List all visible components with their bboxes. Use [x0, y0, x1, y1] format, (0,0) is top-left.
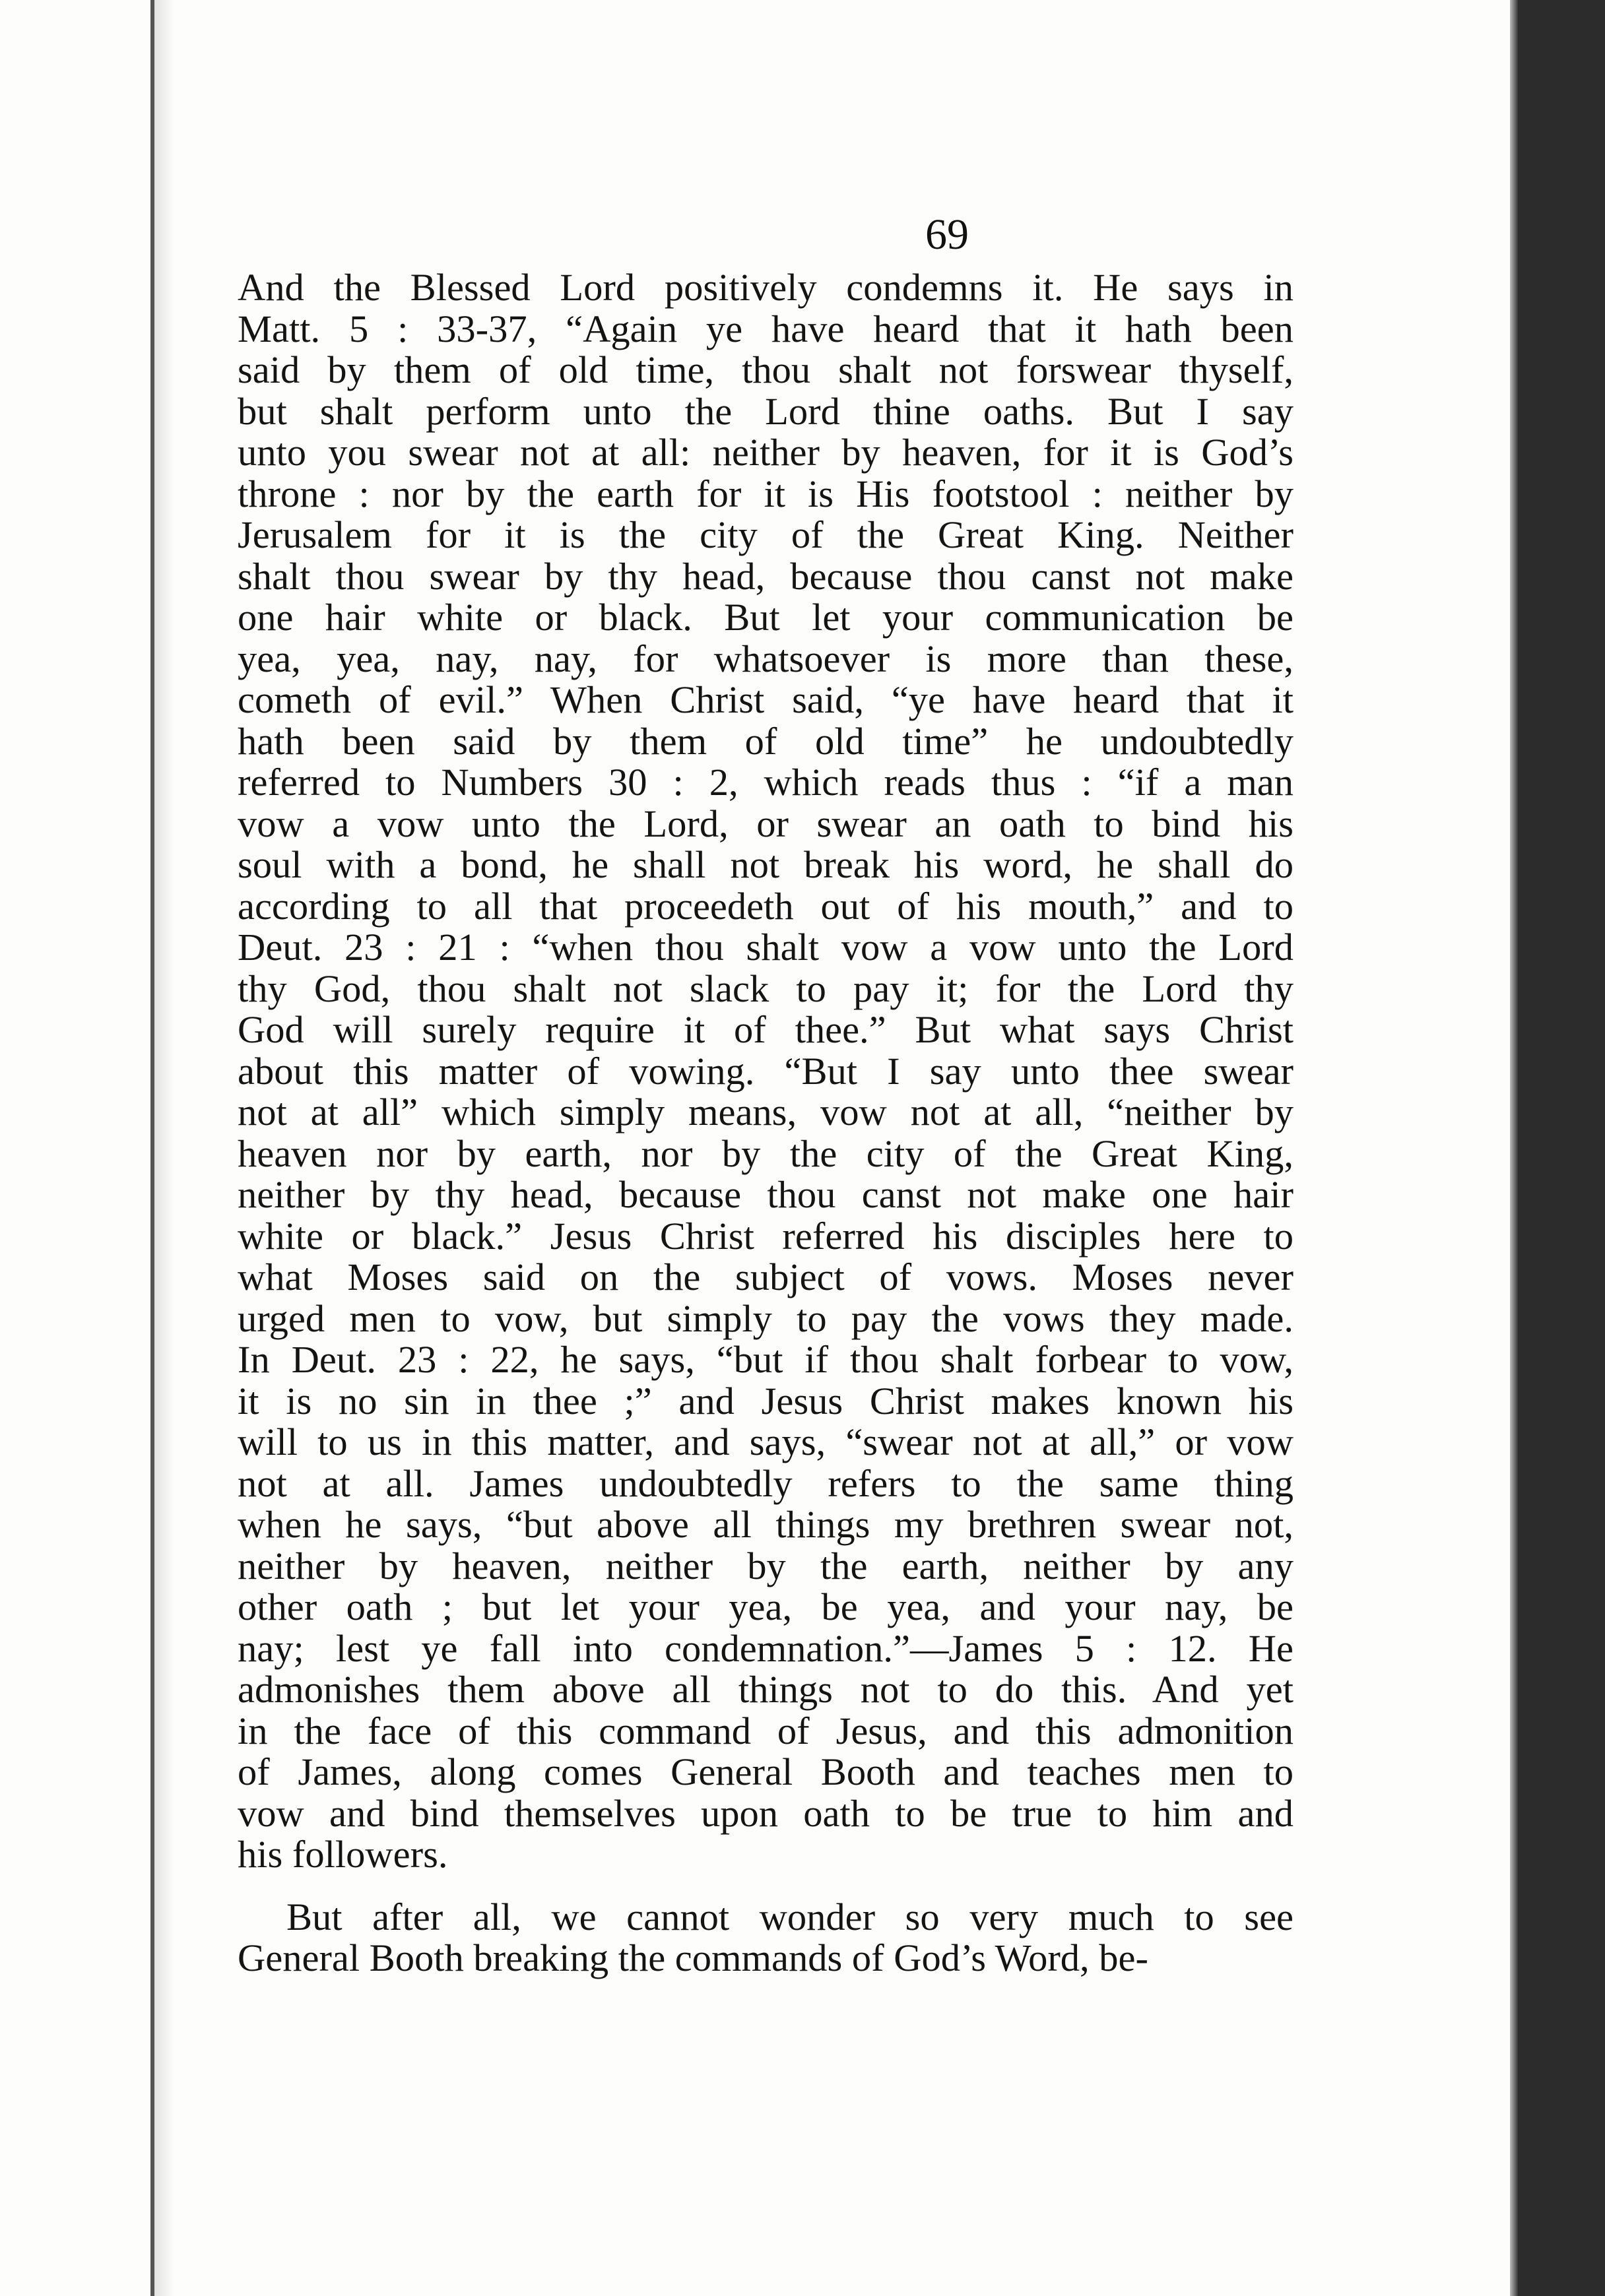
text-line: his followers. [238, 1833, 448, 1876]
spine-shadow [154, 0, 174, 2296]
text-line: one hair white or black. But let your communication be [238, 596, 1294, 639]
text-line: referred to Numbers 30 : 2, which reads thus : “if a man [238, 761, 1294, 804]
text-line: other oath ; but let your yea, be yea, and your nay, be [238, 1585, 1294, 1628]
text-line: but shalt perform unto the Lord thine oaths. But I say [238, 389, 1294, 433]
text-line: Deut. 23 : 21 : “when thou shalt vow a vow unto the Lord [238, 926, 1294, 969]
paragraph [238, 1897, 1294, 1979]
text-line: throne : nor by the earth for it is His footstool : neither by [238, 472, 1294, 515]
text-line: hath been said by them of old time” he undoubtedly [238, 719, 1294, 763]
text-line: soul with a bond, he shall not break his word, he shall do [238, 843, 1294, 886]
text-line: Matt. 5 : 33-37, “Again ye have heard that it hath been [238, 307, 1294, 350]
text-line: God will surely require it of thee.” But what says Christ [238, 1008, 1294, 1051]
paragraph [238, 267, 1294, 1876]
text-line: will to us in this matter, and says, “swear not at all,” or vow [238, 1420, 1294, 1463]
text-line: unto you swear not at all: neither by heaven, for it is God’s [238, 431, 1294, 474]
text-line: nay; lest ye fall into condemnation.”—James 5 : 12. He [238, 1626, 1294, 1670]
text-line: it is no sin in thee ;” and Jesus Christ makes known his [238, 1379, 1294, 1422]
text-line: vow and bind themselves upon oath to be true to him and [238, 1791, 1294, 1835]
text-line: yea, yea, nay, nay, for whatsoever is more than these, [238, 637, 1294, 680]
text-line: said by them of old time, thou shalt not forswear thyself, [238, 348, 1294, 391]
text-line: not at all” which simply means, vow not at all, “neither by [238, 1091, 1294, 1133]
text-line: neither by heaven, neither by the earth, neither by any [238, 1544, 1294, 1587]
text-line: vow a vow unto the Lord, or swear an oath to bind his [238, 802, 1294, 845]
text-line: neither by thy head, because thou canst not make one hair [238, 1173, 1294, 1216]
text-line: white or black.” Jesus Christ referred his disciples here to [238, 1214, 1294, 1258]
page-number: 69 [925, 210, 969, 259]
text-line: thy God, thou shalt not slack to pay it; for the Lord thy [238, 967, 1294, 1010]
text-line: urged men to vow, but simply to pay the vows they made. [238, 1296, 1294, 1340]
text-line: And the Blessed Lord positively condemns it. He says in [238, 266, 1294, 309]
text-line: But after all, we cannot wonder so very much to see [286, 1895, 1294, 1938]
text-line: cometh of evil.” When Christ said, “ye have heard that it [238, 678, 1294, 721]
text-line: when he says, “but above all things my brethren swear not, [238, 1503, 1294, 1546]
text-line: about this matter of vowing. “But I say unto thee swear [238, 1049, 1294, 1093]
text-line: Jerusalem for it is the city of the Great King. Neither [238, 513, 1294, 556]
paragraph-gap [238, 1876, 1294, 1897]
text-line: what Moses said on the subject of vows. Moses never [238, 1256, 1294, 1298]
page-edge [1510, 0, 1518, 2296]
body-text [238, 267, 1294, 1979]
text-line: In Deut. 23 : 22, he says, “but if thou shalt forbear to vow, [238, 1338, 1294, 1381]
text-line: shalt thou swear by thy head, because thou canst not make [238, 554, 1294, 598]
text-line: of James, along comes General Booth and teaches men to [238, 1750, 1294, 1793]
text-line: not at all. James undoubtedly refers to the same thing [238, 1461, 1294, 1505]
text-line: admonishes them above all things not to do this. And yet [238, 1668, 1294, 1711]
text-line: in the face of this command of Jesus, and this admonition [238, 1709, 1294, 1752]
text-line: General Booth breaking the commands of God’s Word, be- [238, 1936, 1149, 1979]
text-line: according to all that proceedeth out of his mouth,” and to [238, 884, 1294, 928]
text-line: heaven nor by earth, nor by the city of the Great King, [238, 1132, 1294, 1175]
